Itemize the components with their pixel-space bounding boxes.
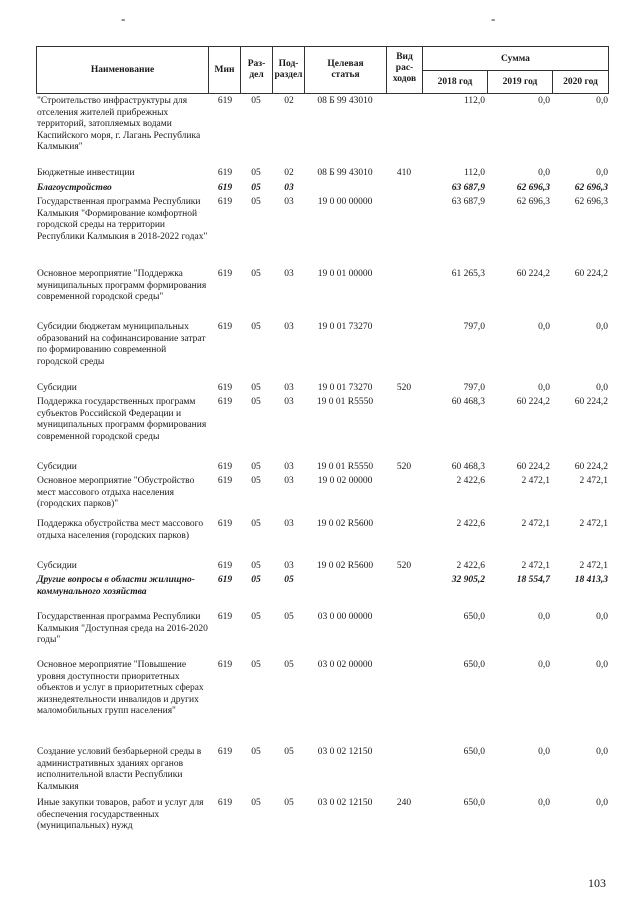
cell-razd: 05 — [251, 462, 261, 472]
cell-name: Поддержка государственных программ субъектов Российской Федерации и муниципальных программ формирования современной городской среды — [37, 397, 207, 442]
cell-name: Субсидии — [37, 462, 77, 472]
cell-min: 619 — [217, 561, 233, 571]
cell-s3: 0,0 — [596, 96, 608, 106]
cell-s2: 60 224,2 — [516, 397, 550, 407]
cell-s2: 0,0 — [538, 660, 550, 670]
cell-s2: 60 224,2 — [516, 462, 550, 472]
cell-cel: 03 0 00 00000 — [317, 612, 373, 622]
cell-podr: 03 — [284, 322, 294, 332]
cell-cel: 19 0 01 00000 — [317, 269, 373, 279]
cell-s1: 797,0 — [463, 322, 485, 332]
cell-vid: 520 — [396, 462, 412, 472]
cell-podr: 02 — [284, 168, 294, 178]
cell-s2: 0,0 — [538, 322, 550, 332]
cell-razd: 05 — [251, 561, 261, 571]
cell-podr: 05 — [284, 747, 294, 757]
cell-podr: 05 — [284, 612, 294, 622]
cell-vid: 240 — [396, 798, 412, 808]
cell-razd: 05 — [251, 183, 261, 193]
cell-s3: 0,0 — [596, 747, 608, 757]
cell-razd: 05 — [251, 96, 261, 106]
cell-s3: 60 224,2 — [574, 462, 608, 472]
header-year-2019: 2019 год — [502, 77, 538, 87]
cell-s2: 2 472,1 — [521, 561, 550, 571]
cell-name: Основное мероприятие "Повышение уровня доступности приоритетных объектов и услуг в приоритетных сферах жизнедеятельности инвалидов и других маломобильных групп населения" — [37, 660, 204, 716]
cell-podr: 03 — [284, 197, 294, 207]
cell-name: Поддержка обустройства мест массового отдыха населения (городских парков) — [37, 519, 204, 541]
cell-cel: 19 0 00 00000 — [317, 197, 373, 207]
cell-razd: 05 — [251, 476, 261, 486]
cell-s1: 60 468,3 — [451, 397, 485, 407]
cell-razd: 05 — [251, 168, 261, 178]
cell-name: Субсидии бюджетам муниципальных образований на софинансирование затрат по формированию современной городской среды — [37, 322, 206, 367]
cell-name: Субсидии — [37, 383, 77, 393]
cell-s2: 2 472,1 — [521, 519, 550, 529]
header-section: Раз- дел — [247, 59, 266, 80]
cell-min: 619 — [217, 747, 233, 757]
cell-razd: 05 — [251, 660, 261, 670]
cell-s1: 650,0 — [463, 612, 485, 622]
cell-cel: 19 0 01 73270 — [317, 383, 373, 393]
cell-min: 619 — [217, 269, 233, 279]
cell-podr: 05 — [284, 575, 294, 585]
cell-s2: 0,0 — [538, 383, 550, 393]
cell-cel: 19 0 02 R5600 — [316, 561, 374, 571]
cell-razd: 05 — [251, 322, 261, 332]
cell-min: 619 — [217, 462, 233, 472]
cell-s1: 650,0 — [463, 747, 485, 757]
cell-min: 619 — [217, 168, 233, 178]
cell-vid: 520 — [396, 383, 412, 393]
cell-podr: 03 — [284, 397, 294, 407]
cell-s2: 0,0 — [538, 612, 550, 622]
cell-vid: 520 — [396, 561, 412, 571]
cell-s2: 2 472,1 — [521, 476, 550, 486]
cell-s2: 18 554,7 — [516, 575, 550, 585]
cell-podr: 03 — [284, 476, 294, 486]
cell-s1: 61 265,3 — [451, 269, 485, 279]
header-ministry: Мин — [214, 65, 235, 75]
cell-s3: 0,0 — [596, 383, 608, 393]
cell-podr: 03 — [284, 183, 294, 193]
cell-s2: 0,0 — [538, 798, 550, 808]
cell-s3: 0,0 — [596, 612, 608, 622]
cell-razd: 05 — [251, 798, 261, 808]
cell-s1: 650,0 — [463, 798, 485, 808]
cell-s3: 18 413,3 — [574, 575, 608, 585]
cell-s2: 0,0 — [538, 747, 550, 757]
header-subsection: Под- раздел — [274, 59, 303, 80]
cell-cel: 19 0 01 73270 — [317, 322, 373, 332]
cell-name: Основное мероприятие "Обустройство мест массового отдыха населения (городских парков)" — [37, 476, 195, 509]
cell-s1: 2 422,6 — [456, 476, 485, 486]
header-year-2018: 2018 год — [437, 77, 473, 87]
cell-s1: 2 422,6 — [456, 519, 485, 529]
header-sum: Сумма — [501, 54, 530, 64]
cell-cel: 03 0 02 12150 — [317, 747, 373, 757]
cell-s2: 62 696,3 — [516, 197, 550, 207]
cell-min: 619 — [217, 519, 233, 529]
cell-cel: 19 0 01 R5550 — [316, 397, 374, 407]
cell-s1: 112,0 — [463, 168, 485, 178]
cell-cel: 19 0 02 00000 — [317, 476, 373, 486]
cell-razd: 05 — [251, 269, 261, 279]
cell-cel: 19 0 02 R5600 — [316, 519, 374, 529]
cell-min: 619 — [217, 96, 233, 106]
cell-name: Иные закупки товаров, работ и услуг для обеспечения государственных (муниципальных) нужд — [37, 798, 204, 831]
cell-min: 619 — [217, 197, 233, 207]
cell-s1: 63 687,9 — [451, 183, 485, 193]
page-number: 103 — [588, 876, 606, 890]
cell-s2: 60 224,2 — [516, 269, 550, 279]
cell-name: "Строительство инфраструктуры для отселения жителей прибрежных территорий, затопляемых водами Каспийского моря, г. Лагань Республика Калмыкия" — [37, 96, 201, 152]
cell-s3: 2 472,1 — [579, 561, 608, 571]
header-year-2020: 2020 год — [563, 77, 598, 87]
top-mark: - — [491, 11, 496, 26]
header-target-article: Целевая статья — [327, 59, 364, 80]
cell-s1: 112,0 — [463, 96, 485, 106]
cell-s3: 2 472,1 — [579, 519, 608, 529]
cell-s1: 797,0 — [463, 383, 485, 393]
cell-s3: 0,0 — [596, 168, 608, 178]
cell-cel: 03 0 02 00000 — [317, 660, 373, 670]
cell-razd: 05 — [251, 747, 261, 757]
cell-s3: 0,0 — [596, 322, 608, 332]
cell-name: Благоустройство — [37, 183, 112, 193]
cell-s3: 62 696,3 — [574, 197, 608, 207]
cell-podr: 02 — [284, 96, 294, 106]
cell-name: Государственная программа Республики Калмыкия "Формирование комфортной городской среды на территории Республики Калмыкия в 2018-2022 годах" — [37, 197, 208, 242]
cell-min: 619 — [217, 397, 233, 407]
cell-min: 619 — [217, 660, 233, 670]
cell-podr: 03 — [284, 269, 294, 279]
cell-min: 619 — [217, 383, 233, 393]
cell-podr: 03 — [284, 462, 294, 472]
header-expense-type: Вид рас- ходов — [392, 52, 417, 84]
cell-cel: 03 0 02 12150 — [317, 798, 373, 808]
cell-min: 619 — [217, 476, 233, 486]
cell-podr: 03 — [284, 561, 294, 571]
cell-vid: 410 — [396, 168, 412, 178]
cell-cel: 19 0 01 R5550 — [316, 462, 374, 472]
cell-s2: 0,0 — [538, 168, 550, 178]
cell-s1: 63 687,9 — [451, 197, 485, 207]
cell-name: Бюджетные инвестиции — [37, 168, 135, 178]
cell-podr: 03 — [284, 383, 294, 393]
cell-razd: 05 — [251, 383, 261, 393]
cell-s2: 0,0 — [538, 96, 550, 106]
cell-name: Государственная программа Республики Калмыкия "Доступная среда на 2016-2020 годы" — [37, 612, 208, 645]
cell-s3: 60 224,2 — [574, 269, 608, 279]
header-name: Наименование — [90, 65, 155, 75]
cell-name: Основное мероприятие "Поддержка муниципальных программ формирования современной городской среды" — [37, 269, 207, 302]
cell-s3: 0,0 — [596, 798, 608, 808]
cell-s3: 0,0 — [596, 660, 608, 670]
cell-s2: 62 696,3 — [516, 183, 550, 193]
cell-min: 619 — [217, 612, 233, 622]
top-mark: - — [121, 11, 126, 26]
cell-min: 619 — [217, 575, 233, 585]
cell-s1: 60 468,3 — [451, 462, 485, 472]
cell-min: 619 — [217, 322, 233, 332]
cell-name: Субсидии — [37, 561, 77, 571]
cell-s1: 650,0 — [463, 660, 485, 670]
cell-s3: 60 224,2 — [574, 397, 608, 407]
cell-cel: 08 Б 99 43010 — [317, 96, 373, 106]
cell-s3: 2 472,1 — [579, 476, 608, 486]
cell-name: Создание условий безбарьерной среды в административных зданиях органов исполнительной власти Республики Калмыкия — [37, 747, 202, 792]
cell-podr: 03 — [284, 519, 294, 529]
cell-min: 619 — [217, 183, 233, 193]
cell-s1: 2 422,6 — [456, 561, 485, 571]
cell-min: 619 — [217, 798, 233, 808]
cell-razd: 05 — [251, 612, 261, 622]
cell-s3: 62 696,3 — [574, 183, 608, 193]
cell-razd: 05 — [251, 519, 261, 529]
cell-razd: 05 — [251, 575, 261, 585]
cell-name: Другие вопросы в области жилищно-коммунального хозяйства — [37, 575, 195, 597]
cell-razd: 05 — [251, 197, 261, 207]
cell-razd: 05 — [251, 397, 261, 407]
cell-podr: 05 — [284, 798, 294, 808]
cell-s1: 32 905,2 — [451, 575, 485, 585]
cell-cel: 08 Б 99 43010 — [317, 168, 373, 178]
cell-podr: 05 — [284, 660, 294, 670]
